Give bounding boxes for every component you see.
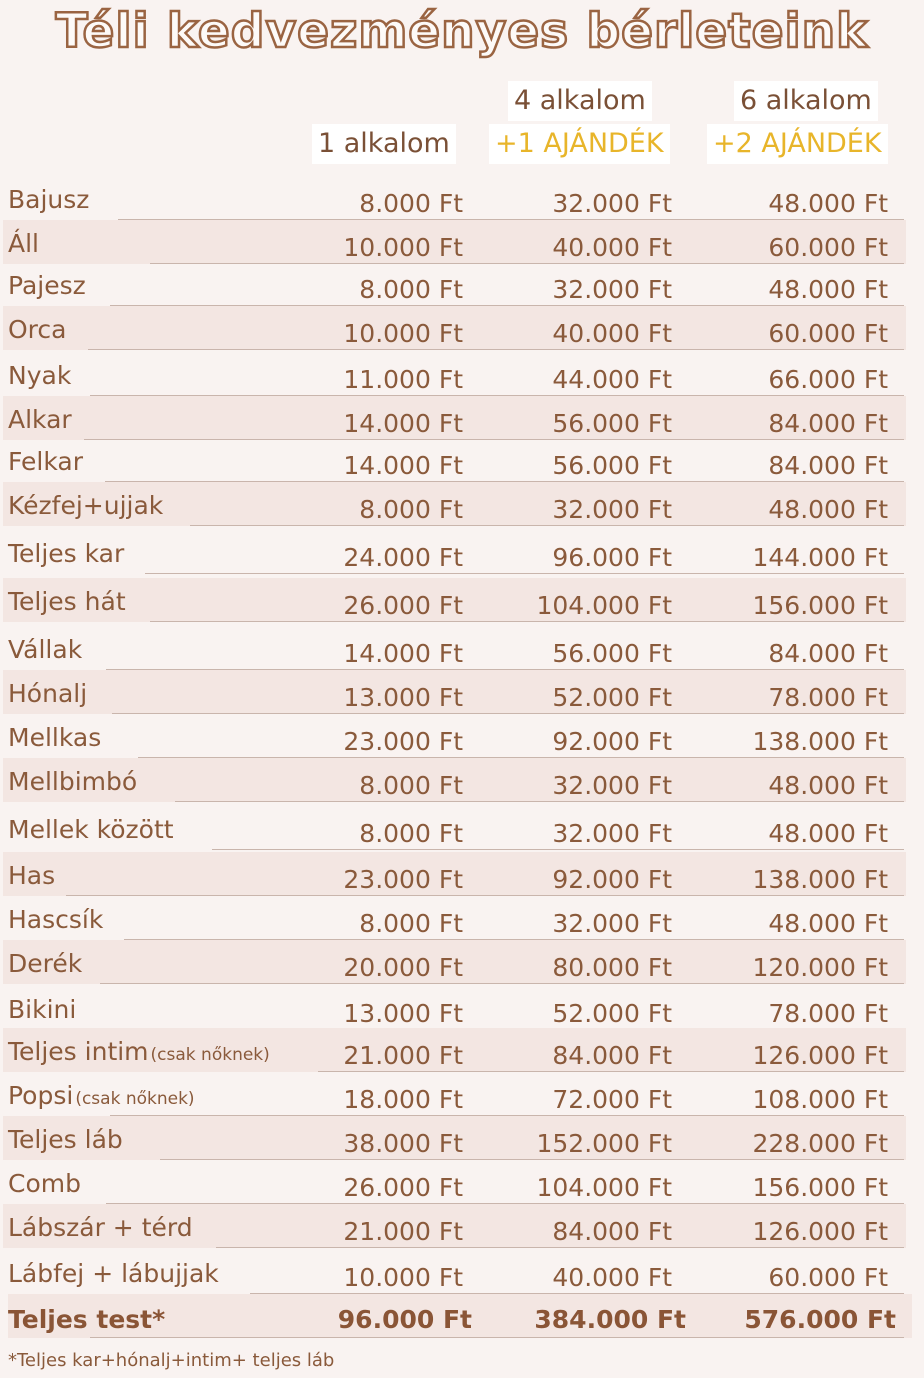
area-name (8, 1169, 81, 1198)
area-label: Has (8, 861, 56, 890)
table-row (0, 1028, 924, 1072)
area-name (8, 635, 82, 664)
total-price-1: 96.000 Ft (337, 1305, 472, 1334)
area-name (8, 405, 72, 434)
total-name: Teljes test* (8, 1305, 166, 1334)
area-name (8, 1125, 123, 1154)
price-4-alkalom: 40.000 Ft (552, 319, 672, 348)
price-6-alkalom: 84.000 Ft (768, 639, 888, 668)
area-name (8, 815, 174, 844)
row-divider (145, 573, 904, 574)
area-name (8, 1081, 195, 1110)
area-name (8, 229, 39, 258)
area-label: Lábszár + térd (8, 1213, 193, 1242)
area-label: Teljes intim (8, 1037, 149, 1066)
price-1-alkalom: 14.000 Ft (343, 409, 463, 438)
price-6-alkalom: 138.000 Ft (752, 727, 888, 756)
price-6-alkalom: 120.000 Ft (752, 953, 888, 982)
price-1-alkalom: 23.000 Ft (343, 865, 463, 894)
area-label: Nyak (8, 361, 72, 390)
row-divider (216, 1247, 904, 1248)
table-row (0, 438, 924, 482)
price-4-alkalom: 72.000 Ft (552, 1085, 672, 1114)
table-row (0, 530, 924, 574)
column-header-1-alkalom: 1 alkalom (312, 124, 456, 164)
area-label: Orca (8, 315, 67, 344)
total-price-6: 576.000 Ft (744, 1305, 896, 1334)
price-4-alkalom: 32.000 Ft (552, 189, 672, 218)
column-header-4-gift: +1 AJÁNDÉK (489, 124, 670, 164)
area-label: Hónalj (8, 679, 88, 708)
table-row (0, 626, 924, 670)
area-label: Vállak (8, 635, 83, 664)
price-1-alkalom: 8.000 Ft (359, 275, 463, 304)
area-name (8, 1259, 219, 1288)
table-row (0, 1116, 924, 1160)
price-4-alkalom: 84.000 Ft (552, 1041, 672, 1070)
price-1-alkalom: 10.000 Ft (343, 1263, 463, 1292)
price-6-alkalom: 48.000 Ft (768, 495, 888, 524)
area-label: Áll (8, 229, 39, 258)
page-title: Téli kedvezményes bérleteink (55, 4, 869, 59)
price-6-alkalom: 84.000 Ft (768, 409, 888, 438)
area-note: (csak nőknek) (150, 1045, 270, 1065)
table-row (0, 1160, 924, 1204)
price-4-alkalom: 56.000 Ft (552, 409, 672, 438)
price-1-alkalom: 13.000 Ft (343, 999, 463, 1028)
price-1-alkalom: 23.000 Ft (343, 727, 463, 756)
area-label: Kézfej+ujjak (8, 491, 164, 520)
table-row (0, 176, 924, 220)
price-1-alkalom: 8.000 Ft (359, 771, 463, 800)
area-name (8, 861, 55, 890)
price-1-alkalom: 8.000 Ft (359, 819, 463, 848)
price-1-alkalom: 26.000 Ft (343, 1173, 463, 1202)
price-1-alkalom: 8.000 Ft (359, 909, 463, 938)
table-row (0, 262, 924, 306)
price-6-alkalom: 60.000 Ft (768, 1263, 888, 1292)
table-row (0, 1250, 924, 1294)
price-6-alkalom: 78.000 Ft (768, 999, 888, 1028)
row-divider (212, 849, 904, 850)
price-1-alkalom: 14.000 Ft (343, 639, 463, 668)
table-row (0, 852, 924, 896)
area-name (8, 361, 71, 390)
table-row (0, 806, 924, 850)
footnote: *Teljes kar+hónalj+intim+ teljes láb (8, 1350, 335, 1371)
price-1-alkalom: 38.000 Ft (343, 1129, 463, 1158)
price-6-alkalom: 126.000 Ft (752, 1217, 888, 1246)
price-6-alkalom: 156.000 Ft (752, 1173, 888, 1202)
price-6-alkalom: 108.000 Ft (752, 1085, 888, 1114)
price-6-alkalom: 156.000 Ft (752, 591, 888, 620)
area-label: Teljes kar (8, 539, 125, 568)
table-row (0, 986, 924, 1030)
column-header-6-alkalom: 6 alkalom (734, 81, 878, 121)
price-4-alkalom: 44.000 Ft (552, 365, 672, 394)
price-4-alkalom: 40.000 Ft (552, 1263, 672, 1292)
price-4-alkalom: 104.000 Ft (536, 1173, 672, 1202)
price-4-alkalom: 104.000 Ft (536, 591, 672, 620)
table-row (0, 306, 924, 350)
area-name (8, 539, 124, 568)
area-label: Alkar (8, 405, 72, 434)
price-1-alkalom: 26.000 Ft (343, 591, 463, 620)
area-label: Felkar (8, 447, 83, 476)
area-name (8, 271, 86, 300)
price-6-alkalom: 144.000 Ft (752, 543, 888, 572)
price-6-alkalom: 138.000 Ft (752, 865, 888, 894)
area-name (8, 587, 126, 616)
table-row (0, 670, 924, 714)
price-4-alkalom: 92.000 Ft (552, 865, 672, 894)
price-1-alkalom: 13.000 Ft (343, 683, 463, 712)
price-4-alkalom: 32.000 Ft (552, 909, 672, 938)
area-label: Teljes láb (8, 1125, 123, 1154)
price-1-alkalom: 11.000 Ft (343, 365, 463, 394)
price-6-alkalom: 48.000 Ft (768, 771, 888, 800)
table-row (0, 396, 924, 440)
area-name (8, 995, 76, 1024)
price-6-alkalom: 126.000 Ft (752, 1041, 888, 1070)
area-name (8, 315, 66, 344)
price-4-alkalom: 96.000 Ft (552, 543, 672, 572)
area-label: Mellbimbó (8, 767, 138, 796)
area-label: Mellkas (8, 723, 102, 752)
price-1-alkalom: 14.000 Ft (343, 451, 463, 480)
price-6-alkalom: 84.000 Ft (768, 451, 888, 480)
price-6-alkalom: 60.000 Ft (768, 233, 888, 262)
table-row (0, 896, 924, 940)
area-label: Comb (8, 1169, 81, 1198)
area-name (8, 1037, 270, 1066)
area-name (8, 723, 101, 752)
area-name (8, 185, 89, 214)
price-1-alkalom: 10.000 Ft (343, 233, 463, 262)
area-label: Lábfej + lábujjak (8, 1259, 219, 1288)
price-6-alkalom: 66.000 Ft (768, 365, 888, 394)
total-row (0, 1294, 924, 1338)
price-1-alkalom: 8.000 Ft (359, 495, 463, 524)
row-divider (190, 525, 904, 526)
row-divider (90, 1337, 904, 1338)
table-row (0, 940, 924, 984)
area-name (8, 447, 83, 476)
price-4-alkalom: 92.000 Ft (552, 727, 672, 756)
price-6-alkalom: 48.000 Ft (768, 909, 888, 938)
table-row (0, 1204, 924, 1248)
price-4-alkalom: 52.000 Ft (552, 683, 672, 712)
price-1-alkalom: 20.000 Ft (343, 953, 463, 982)
area-label: Hascsík (8, 905, 104, 934)
price-1-alkalom: 24.000 Ft (343, 543, 463, 572)
area-name (8, 679, 87, 708)
table-row (0, 352, 924, 396)
row-divider (175, 801, 904, 802)
price-4-alkalom: 56.000 Ft (552, 639, 672, 668)
price-4-alkalom: 52.000 Ft (552, 999, 672, 1028)
area-label: Bajusz (8, 185, 90, 214)
price-1-alkalom: 10.000 Ft (343, 319, 463, 348)
table-row (0, 1072, 924, 1116)
table-row (0, 758, 924, 802)
price-6-alkalom: 48.000 Ft (768, 819, 888, 848)
area-label: Popsi (8, 1081, 74, 1110)
price-6-alkalom: 48.000 Ft (768, 275, 888, 304)
row-divider (150, 621, 904, 622)
area-label: Mellek között (8, 815, 174, 844)
area-note: (csak nőknek) (75, 1089, 195, 1109)
column-header-4-alkalom: 4 alkalom (508, 81, 652, 121)
price-4-alkalom: 152.000 Ft (536, 1129, 672, 1158)
price-4-alkalom: 32.000 Ft (552, 275, 672, 304)
price-4-alkalom: 32.000 Ft (552, 819, 672, 848)
table-row (0, 578, 924, 622)
table-row (0, 714, 924, 758)
table-row (0, 220, 924, 264)
price-4-alkalom: 80.000 Ft (552, 953, 672, 982)
area-label: Teljes hát (8, 587, 126, 616)
price-4-alkalom: 56.000 Ft (552, 451, 672, 480)
area-name (8, 949, 82, 978)
price-4-alkalom: 84.000 Ft (552, 1217, 672, 1246)
price-6-alkalom: 78.000 Ft (768, 683, 888, 712)
price-1-alkalom: 21.000 Ft (343, 1041, 463, 1070)
table-row (0, 482, 924, 526)
price-4-alkalom: 40.000 Ft (552, 233, 672, 262)
area-name (8, 491, 163, 520)
area-label: Bikini (8, 995, 77, 1024)
area-label: Pajesz (8, 271, 86, 300)
area-name (8, 905, 103, 934)
price-6-alkalom: 60.000 Ft (768, 319, 888, 348)
price-1-alkalom: 21.000 Ft (343, 1217, 463, 1246)
column-header-6-gift: +2 AJÁNDÉK (707, 124, 888, 164)
price-1-alkalom: 18.000 Ft (343, 1085, 463, 1114)
row-divider (100, 983, 904, 984)
total-price-4: 384.000 Ft (534, 1305, 686, 1334)
area-label: Derék (8, 949, 83, 978)
price-4-alkalom: 32.000 Ft (552, 495, 672, 524)
price-4-alkalom: 32.000 Ft (552, 771, 672, 800)
price-6-alkalom: 48.000 Ft (768, 189, 888, 218)
price-1-alkalom: 8.000 Ft (359, 189, 463, 218)
area-name (8, 1213, 193, 1242)
price-6-alkalom: 228.000 Ft (752, 1129, 888, 1158)
area-name (8, 767, 137, 796)
row-divider (88, 349, 904, 350)
